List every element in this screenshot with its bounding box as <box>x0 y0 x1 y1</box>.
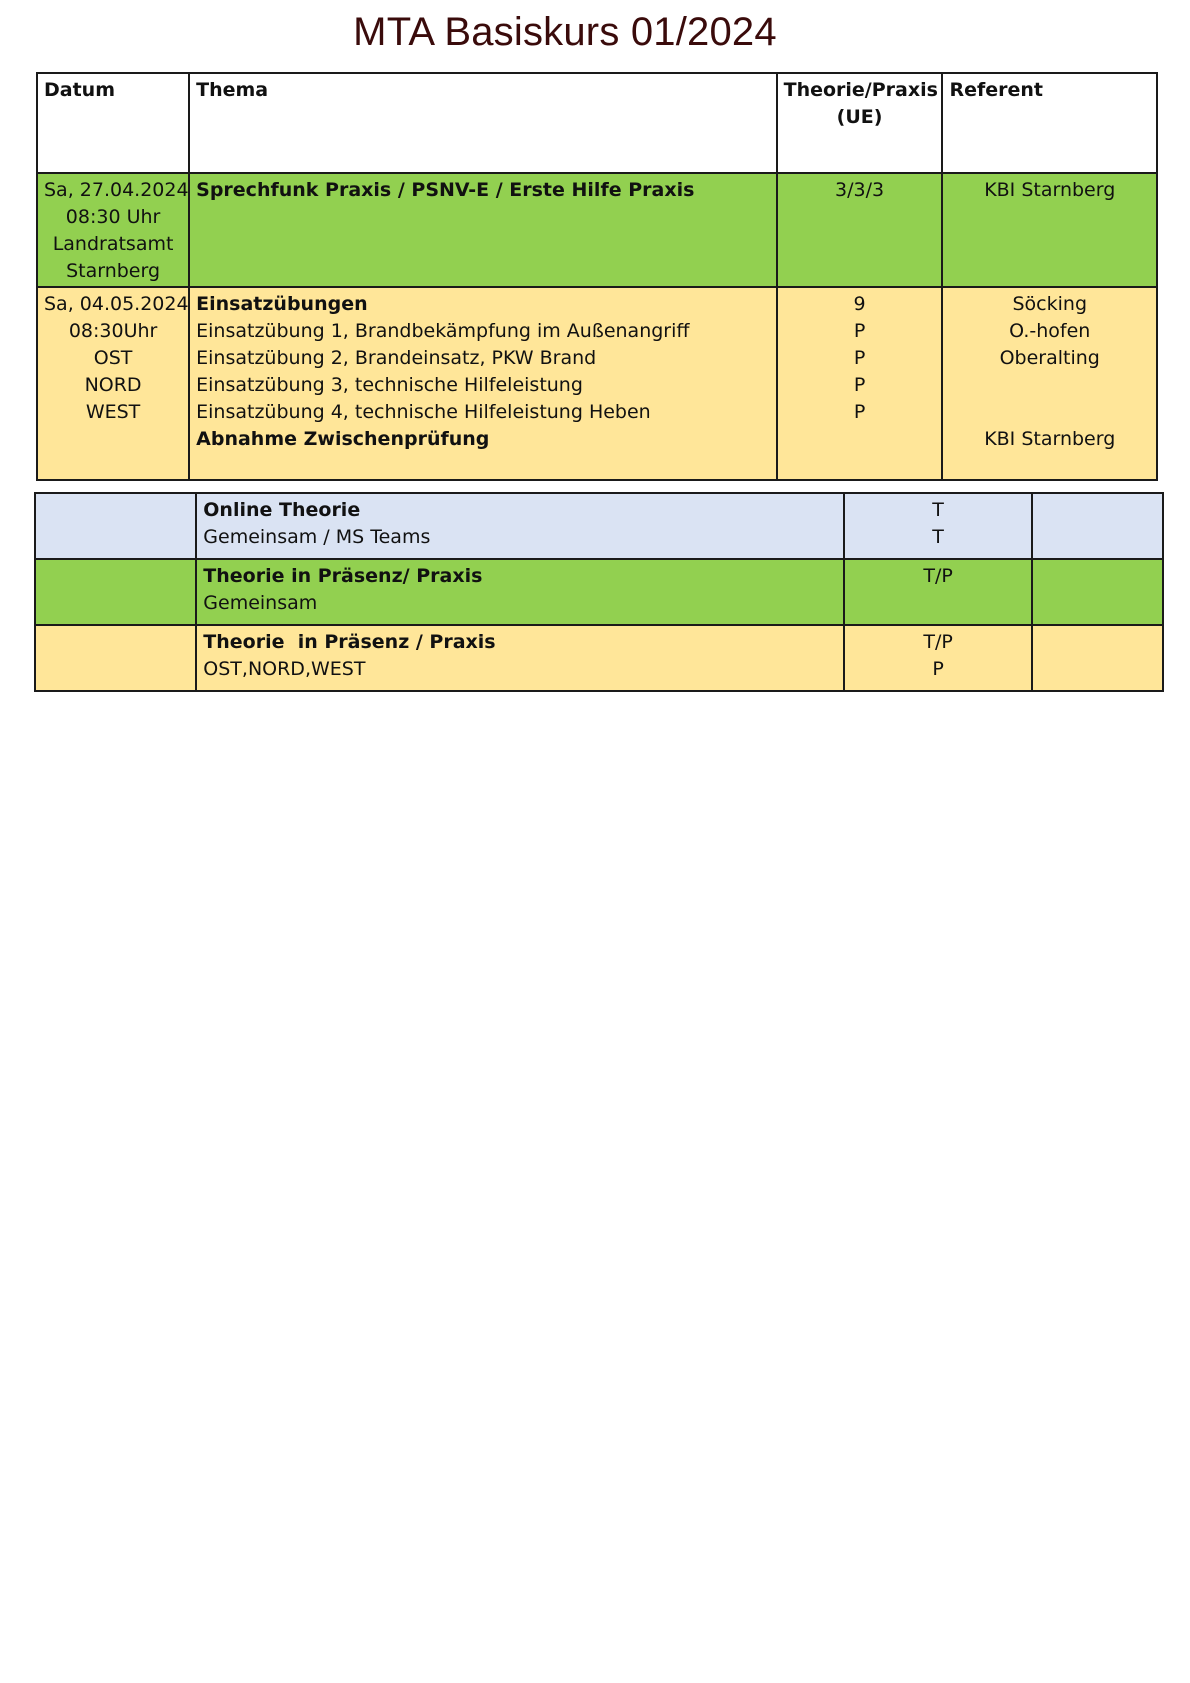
referent-line <box>949 399 1150 426</box>
thema-title: Sprechfunk Praxis / PSNV-E / Erste Hilfe Praxis <box>196 179 695 201</box>
datum-line: NORD <box>84 374 142 396</box>
ue-value: P <box>853 401 866 423</box>
cell-thema <box>189 287 776 480</box>
document-title: MTA Basiskurs 01/2024 <box>353 10 777 54</box>
header-referent: Referent <box>942 73 1157 173</box>
legend-ue <box>844 625 1031 691</box>
legend-swatch <box>35 625 196 691</box>
referent-line: Söcking <box>1012 293 1087 315</box>
thema-footer: Abnahme Zwischenprüfung <box>196 428 490 450</box>
datum-line: Landratsamt <box>52 233 174 255</box>
legend-ue <box>844 493 1031 559</box>
referent-line: KBI Starnberg <box>984 179 1116 201</box>
legend-row-gemeinsam <box>35 559 1163 625</box>
thema-line: Einsatzübung 2, Brandeinsatz, PKW Brand <box>196 347 597 369</box>
legend-ue-value: T/P <box>923 631 953 653</box>
thema-line: Einsatzübung 1, Brandbekämpfung im Außenangriff <box>196 320 690 342</box>
thema-line: Einsatzübung 4, technische Hilfeleistung Heben <box>196 401 651 423</box>
cell-thema <box>189 173 776 287</box>
cell-referent <box>942 173 1157 287</box>
thema-line: Einsatzübung 3, technische Hilfeleistung <box>196 374 583 396</box>
legend-title: Online Theorie <box>203 499 361 521</box>
legend-title: Theorie in Präsenz/ Praxis <box>203 565 483 587</box>
referent-line: O.-hofen <box>1009 320 1091 342</box>
header-theorie-praxis-line1: Theorie/Praxis <box>783 79 938 101</box>
legend-empty <box>1032 493 1163 559</box>
datum-line: 08:30 Uhr <box>65 206 161 228</box>
legend-swatch <box>35 559 196 625</box>
datum-line: Starnberg <box>66 260 161 282</box>
header-theorie-praxis-line2: (UE) <box>836 106 883 128</box>
legend-description <box>196 493 844 559</box>
schedule-header-row <box>37 73 1157 173</box>
legend-sub: Gemeinsam / MS Teams <box>203 526 431 548</box>
legend-ue <box>844 559 1031 625</box>
datum-line: 08:30Uhr <box>68 320 158 342</box>
header-theorie-praxis <box>777 73 943 173</box>
legend-ue-value: T <box>932 526 944 548</box>
legend-table <box>34 492 1164 692</box>
legend-title: Theorie in Präsenz / Praxis <box>203 631 496 653</box>
legend-description <box>196 559 844 625</box>
legend-sub: Gemeinsam <box>203 592 318 614</box>
thema-title: Einsatzübungen <box>196 293 368 315</box>
legend-swatch <box>35 493 196 559</box>
referent-line: KBI Starnberg <box>984 428 1116 450</box>
legend-empty <box>1032 625 1163 691</box>
cell-ue <box>777 173 943 287</box>
ue-value: 3/3/3 <box>835 179 885 201</box>
legend-empty <box>1032 559 1163 625</box>
legend-description <box>196 625 844 691</box>
datum-line: Sa, 27.04.2024 <box>44 179 189 201</box>
cell-ue <box>777 287 943 480</box>
cell-datum <box>37 173 189 287</box>
legend-ue-value: T <box>932 499 944 521</box>
datum-line: WEST <box>85 401 141 423</box>
legend-row-online <box>35 493 1163 559</box>
datum-line: OST <box>93 347 133 369</box>
ue-value: P <box>853 374 866 396</box>
table-row <box>37 173 1157 287</box>
legend-ue-value: T/P <box>923 565 953 587</box>
datum-line: Sa, 04.05.2024 <box>44 293 189 315</box>
table-row <box>37 287 1157 480</box>
header-datum: Datum <box>37 73 189 173</box>
legend-row-regional <box>35 625 1163 691</box>
legend-sub: OST,NORD,WEST <box>203 658 366 680</box>
schedule-table <box>36 72 1158 481</box>
legend-ue-value: P <box>932 658 944 680</box>
cell-datum <box>37 287 189 480</box>
referent-line: Oberalting <box>999 347 1100 369</box>
referent-line <box>949 372 1150 399</box>
ue-value: P <box>853 320 866 342</box>
header-thema: Thema <box>189 73 776 173</box>
cell-referent <box>942 287 1157 480</box>
ue-value: P <box>853 347 866 369</box>
ue-value: 9 <box>853 293 866 315</box>
